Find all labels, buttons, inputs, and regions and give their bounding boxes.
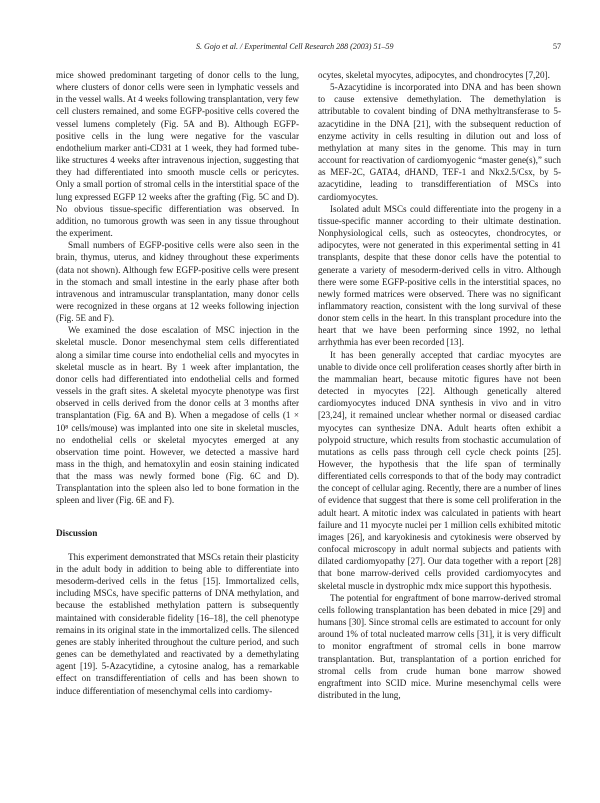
right-column [318,69,561,701]
left-column [56,69,299,697]
paragraph: It has been generally accepted that cardiac myocytes are unable to divide once cell proliferation ceases shortly after birth in the mammalian heart, because mitotic figures have not been detected in myocytes [22]. Although genetically altered cardiomyocytes induced DNA synthesis in vivo and in vitro [23,24], it remained unclear whether normal or diseased cardiac myocytes can synthesize DNA. Adult hearts often exhibit a polypoid structure, which results from stochastic accumulation of mutations as cells pass through cell cycle check points [25]. However, the hypothesis that the life span of terminally differentiated cells corresponds to that of the body may contradict the concept of cellular aging. Recently, there are a number of lines of evidence that suggest that there is some cell proliferation in the adult heart. A mitotic index was calculated in patients with heart failure and 11 myocyte nuclei per 1 million cells exhibited mitotic images [26], and karyokinesis and cytokinesis were observed by confocal microscopy in adult normal subjects and patients with dilated cardiomyopathy [27]. Our data together with a report [28] that bone marrow-derived cells provided cardiomyocytes and skeletal muscle in dystrophic mdx mice support this hypothesis. [318,349,561,591]
page-number: 57 [553,42,561,51]
paragraph: Small numbers of EGFP-positive cells were also seen in the brain, thymus, uterus, and kidney throughout these experiments (data not shown). Although few EGFP-positive cells were present in the stomach and small intestine in the early phase after both intravenous and intramuscular transplantation, many donor cells were recognized in these organs at 12 weeks following injection (Fig. 5E and F). [56,240,299,324]
running-header [56,42,561,56]
paragraph: Isolated adult MSCs could differentiate into the progeny in a tissue-specific manner according to their ultimate destination. Nonphysiological cells, such as osteocytes, chondrocytes, or adipocytes, were not generated in this experimental setting in 41 transplants, despite that these donor cells have the potential to generate a variety of mesoderm-derived cells in vitro. Although there were some EGFP-positive cells in the interstitial spaces, no newly formed matrices were observed. There was no significant inflammatory reaction, consistent with the long survival of these donor stem cells in the heart. In this transplant procedure into the heart that we have been performing since 1992, no lethal arrhythmia has ever been recorded [13]. [318,203,561,348]
section-heading: Discussion [56,527,98,538]
paragraph: The potential for engraftment of bone marrow-derived stromal cells following transplantation has been debated in mice [29] and humans [30]. Since stromal cells are estimated to account for only around 1% of total nucleated marrow cells [31], it is very difficult to monitor engraftment of stromal cells in bone marrow transplantation. But, transplantation of a portion enriched for stromal cells from crude human bone marrow showed engraftment into SCID mice. Murine mesenchymal cells were distributed in the lung, [318,592,561,700]
paragraph: mice showed predominant targeting of donor cells to the lung, where clusters of donor cells were seen in lymphatic vessels and in the vessel walls. At 4 weeks following transplantation, very few cell clusters remained, and some EGFP-positive cells covered the vessel lumens completely (Fig. 5A and B). Although EGFP-positive cells in the lung were negative for the vascular endothelium marker anti-CD31 at 1 week, they had formed tube-like structures 4 weeks after intravenous injection, suggesting that they had differentiated into smooth muscle cells or pericytes. Only a small portion of stromal cells in the interstitial space of the lung expressed EGFP 12 weeks after the grafting (Fig. 5C and D). No obvious tissue-specific differentiation was observed. In addition, no tumorous growth was seen in any tissue throughout the experiment. [56,70,299,239]
paragraph: We examined the dose escalation of MSC injection in the skeletal muscle. Donor mesenchymal stem cells differentiated along a similar time course into endothelial cells and myocytes in skeletal muscle as in heart. By 1 week after implantation, the donor cells had differentiated into endothelial cells and formed vessels in the graft sites. A skeletal myocyte phenotype was first observed in cells derived from the donor cells at 3 months after transplantation (Fig. 6A and B). When a megadose of cells (1 × 10⁸ cells/mouse) was implanted into one site in skeletal muscles, no endothelial cells or skeletal myocytes emerged at any observation time point. However, we detected a massive hard mass in the thigh, and hematoxylin and eosin staining indicated that the mass was newly formed bone (Fig. 6C and D). Transplantation into the spleen also led to bone formation in the spleen and liver (Fig. 6E and F). [56,325,299,506]
paragraph: ocytes, skeletal myocytes, adipocytes, and chondrocytes [7,20]. [318,70,550,80]
paragraph: 5-Azacytidine is incorporated into DNA and has been shown to cause extensive demethylation. The demethylation is attributable to covalent binding of DNA methyltransferase to 5-azacytidine in the DNA [21], with the subsequent reduction of enzyme activity in cells resulting in dilution out and loss of methylation at many sites in the genome. This may in turn account for reactivation of cardiomyogenic “master gene(s),” such as MEF-2C, GATA4, dHAND, TEF-1 and Nkx2.5/Csx, by 5-azacytidine, leading to transdifferentiation of MSCs into cardiomyocytes. [318,82,561,202]
paragraph: This experiment demonstrated that MSCs retain their plasticity in the adult body in addition to being able to differentiate into mesoderm-derived cells in the fetus [15]. Immortalized cells, including MSCs, have specific patterns of DNA methylation, and because the established methylation pattern is subsequently maintained with considerable fidelity [16–18], the cell phenotype remains in its original state in the immortalized cells. The silenced genes are stably inherited throughout the culture period, and such genes can be demethylated and reactivated by a demethylating agent [19]. 5-Azacytidine, a cytosine analog, has a remarkable effect on transdifferentiation of cells and has been shown to induce differentiation of mesenchymal cells into cardiomy- [56,551,299,696]
journal-citation: S. Gojo et al. / Experimental Cell Research 288 (2003) 51–59 [196,42,394,51]
